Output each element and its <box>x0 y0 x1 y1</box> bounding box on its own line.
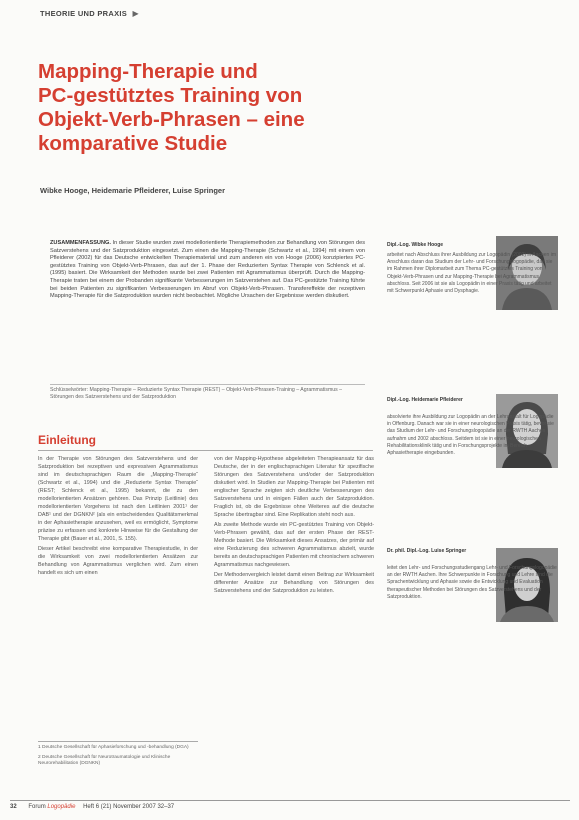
footnote-divider <box>38 741 198 742</box>
bio-text: absolvierte ihre Ausbildung zur Logopädin an der Lehranstalt für Logopädie in Offenburg. Danach war sie in einer neurologischen Praxis tätig, bevor sie das Studium der Lehr- und Forschungslogopädie an der RWTH Aachen aufnahm und 2002 abschloss. Seitdem ist sie in einer neurologischen Rehabilitationsklinik tätig und in Forschungsprojekte im Bereich Aphasietherapie eingebunden. <box>387 414 554 457</box>
author-bio-text <box>387 565 557 725</box>
author-bio <box>387 397 491 404</box>
bio-text: leitet den Lehr- und Forschungsstudiengang Lehr- und Forschungslogopädie an der RWTH Aachen. Ihre Schwerpunkte in Forschung und Lehre sind die Sprachentwicklung und Aphasie sowie die Entwicklung und Evaluation therapeutischer Methoden bei Störungen des Satzverstehens und der Satzproduktion. <box>387 565 557 600</box>
bio-text: arbeitet nach Abschluss ihrer Ausbildung zur Logopädin (2002) in Aachen im Anschluss daran das Studium der Lehr- und Forschungslogopädie, das sie im Rahmen ihrer Diplomarbeit zum Thema PC-gestütztes Training von Objekt-Verb-Phrasen und zur Mapping-Therapie bei Agrammatismus abschloss. Seit 2006 ist sie als Logopädin in einer Praxis tätig und arbeitet mit Schwerpunkt Aphasie und Dysphagie. <box>387 252 556 295</box>
keywords: Schlüsselwörter: Mapping-Therapie – Reduzierte Syntax Therapie (REST) – Objekt-Verb-Phrasen-Training – Agrammatismus – Störungen des Satzverstehens und der Satzproduktion <box>50 384 365 401</box>
paragraph: Der Methodenvergleich leistet damit einen Beitrag zur Wirksamkeit differenter Ansätze zur Behandlung von Störungen des Satzverstehens und der Satzproduktion zu leisten. <box>214 572 374 594</box>
issue-info: Heft 6 (21) November 2007 32–37 <box>83 804 175 810</box>
article-authors: Wibke Hooge, Heidemarie Pfleiderer, Luise Springer <box>40 186 225 195</box>
paragraph: von der Mapping-Hypothese abgeleiteten Therapieansatz für das Deutsche, der in der englischsprachigen Literatur für spezifische Störungen des Satzverstehens und/oder der Satzproduktion diskutiert wird. In Studien zur Mapping-Therapie bei Patienten mit englischer Sprache zeigten sich deutliche Verbesserungen des Satzverstehens und in einigen Fällen auch der Satzproduktion. Fraglich ist, ob die Ergebnisse ohne Weiteres auf die deutsche Sprache übertragbar sind. Eine Replikation steht noch aus. <box>214 456 374 518</box>
title-line: PC-gestütztes Training von <box>38 84 303 107</box>
body-column-right <box>214 455 374 595</box>
journal-name: Forum <box>28 804 46 810</box>
footnotes <box>38 745 198 771</box>
author-bio-text <box>387 414 557 530</box>
author-bio <box>387 548 491 555</box>
abstract <box>50 240 365 301</box>
paragraph: Dieser Artikel beschreibt eine komparative Therapiestudie, in der die Wirksamkeit von zwei modellorientierten Ansätzen zur Behandlung von Agrammatismus verglichen wird. Zum einen handelt es sich um einen <box>38 546 198 576</box>
footnote: 2 Deutsche Gesellschaft für Neurotraumatologie und Klinische Neurorehabilitation (DGNKN) <box>38 754 171 766</box>
page-footer <box>10 800 570 810</box>
section-heading: Einleitung <box>38 433 96 447</box>
title-line: Mapping-Therapie und <box>38 60 258 83</box>
title-line: Objekt-Verb-Phrasen – eine <box>38 108 305 131</box>
journal-brand: Logopädie <box>47 804 76 810</box>
abstract-lead: ZUSAMMENFASSUNG. <box>50 240 111 246</box>
abstract-text: In dieser Studie wurden zwei modellorientierte Therapiemethoden zur Behandlung von Störungen des Satzverstehens und der Satzproduktion eingesetzt. Zum einen die Mapping-Therapie (Schwartz et al., 1994) mit einem von Pfleiderer (2002) für das Deutsche entwickelten Therapiematerial und zum anderen ein von Hooge (2006) konzipiertes PC-gestütztes Training von Objekt-Verb-Phrasen, das auf der 1. Phase der Reduzierten Syntax Therapie von Schlenck et al. (1995) basiert. Die Wirksamkeit der Methoden wurde bei zwei Patienten mit Agrammatismus überprüft. Durch die Mapping-Therapie traten bei einem der Probanden signifikante Verbesserungen im Satzverstehen auf. Das PC-gestützte Training führte bei beiden Patienten zu signifikanten Verbesserungen im Abruf von Objekt-Verb-Phrasen. Transfereffekte der rezeptiven Mapping-Therapie für die Satzproduktion wurden nicht beobachtet. Mögliche Ursachen der Ergebnisse werden diskutiert. <box>50 240 365 300</box>
arrow-right-icon: ▶ <box>132 9 139 18</box>
bio-name: Dipl.-Log. Heidemarie Pfleiderer <box>387 397 463 403</box>
article-title <box>38 60 368 156</box>
section-divider <box>38 450 373 451</box>
section-label <box>40 9 139 18</box>
bio-name: Dr. phil. Dipl.-Log. Luise Springer <box>387 548 467 554</box>
section-label-text: THEORIE UND PRAXIS <box>40 9 128 18</box>
paragraph: In der Therapie von Störungen des Satzverstehens und der Satzproduktion bei rezeptiven und expressiven Agrammatismus sind im deutschsprachigen Raum die „Mapping-Therapie“ (Schwartz et al., 1994) und die „Reduzierte Syntax Therapie“ (REST; Schlenck et al., 1995) bekannt, die zu den modellorientierten Ansätzen gehören. Das Prinzip (Leitlinie) des modellorientierten Vorgehens ist nach den Leitlinien 2001¹ der DAB¹ und der DGNKN² (als ein entscheidendes Qualitätsmerkmal in der Aphasietherapie anzusehen, weil es ermöglicht, Symptome präzise zu erfassen und konkrete Hinweise für die Gestaltung der Therapie gibt (Bauer et al., 2001, S. 155). <box>38 456 198 542</box>
author-bio <box>387 242 491 249</box>
author-bio-text <box>387 252 557 380</box>
bio-name: Dipl.-Log. Wibke Hooge <box>387 242 444 248</box>
title-line: komparative Studie <box>38 132 228 155</box>
footnote: 1 Deutsche Gesellschaft für Aphasieforschung und -behandlung (DGA) <box>38 745 189 750</box>
paragraph: Als zweite Methode wurde ein PC-gestütztes Training von Objekt-Verb-Phrasen gewählt, das auf der ersten Phase der REST-Methode basiert. Die Wirksamkeit dieses Ansatzes, der primär auf eine Reduzierung des schweren Agrammatismus abzielt, wurde bereits an deutschsprachigen Patienten mit chronischem schweren Agrammatismus nachgewiesen. <box>214 522 375 568</box>
page-number: 32 <box>10 804 17 810</box>
body-column-left <box>38 455 198 577</box>
